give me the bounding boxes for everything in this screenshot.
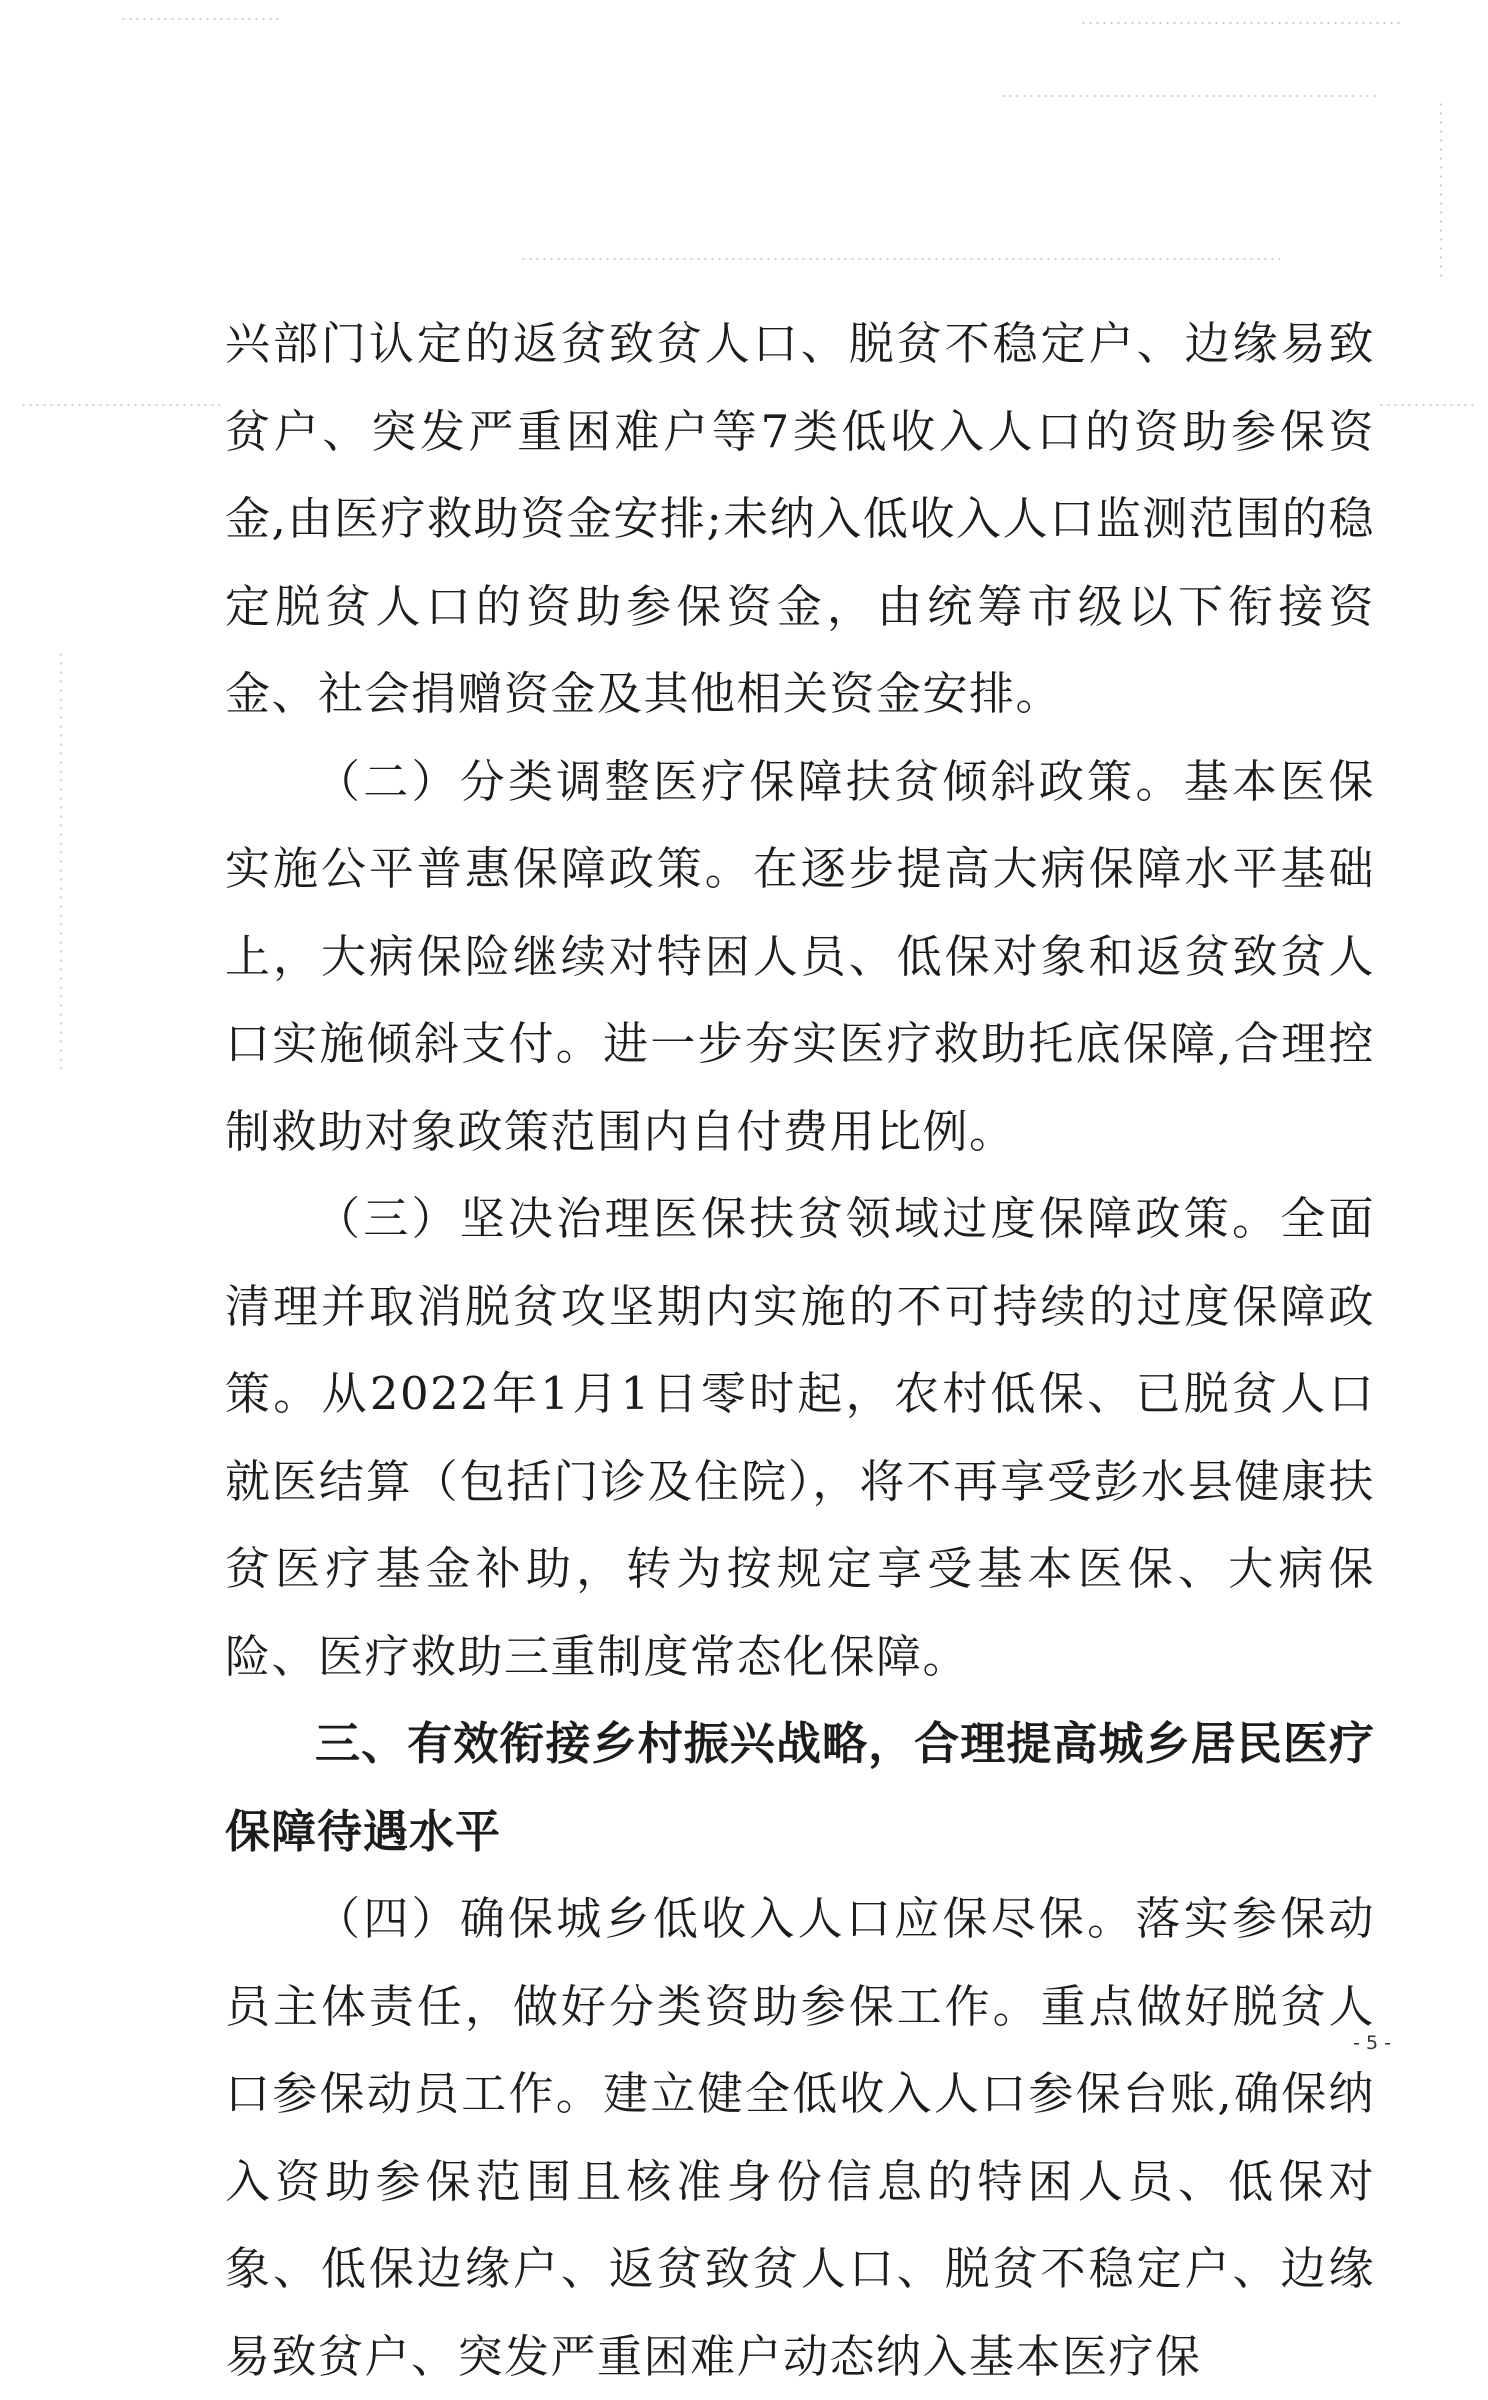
section-heading-3: 三、有效衔接乡村振兴战略，合理提高城乡居民医疗保障待遇水平: [225, 1717, 1375, 1858]
scan-noise: [1080, 22, 1400, 24]
paragraph-section-3: （三）坚决治理医保扶贫领域过度保障政策。全面清理并取消脱贫攻坚期内实施的不可持续的过度保障政策。从2022年1月1日零时起，农村低保、已脱贫人口就医结算（包括门诊及住院），将不再享受彭水县健康扶贫医疗基金补助，转为按规定享受基本医保、大病保险、医疗救助三重制度常态化保障。: [225, 1192, 1375, 1683]
scan-noise: [1440, 100, 1442, 280]
scan-noise: [60, 650, 62, 1070]
scan-noise: [520, 258, 1280, 260]
paragraph-section-4: （四）确保城乡低收入人口应保尽保。落实参保动员主体责任，做好分类资助参保工作。重点做好脱贫人口参保动员工作。建立健全低收入人口参保台账,确保纳入资助参保范围且核准身份信息的特困人员、低保对象、低保边缘户、返贫致贫人口、脱贫不稳定户、边缘易致贫户、突发严重困难户动态纳入基本医疗保: [225, 1892, 1375, 2383]
document-body: [225, 300, 1375, 2400]
paragraph-section-2: （二）分类调整医疗保障扶贫倾斜政策。基本医保实施公平普惠保障政策。在逐步提高大病保障水平基础上，大病保险继续对特困人员、低保对象和返贫致贫人口实施倾斜支付。进一步夯实医疗救助托底保障,合理控制救助对象政策范围内自付费用比例。: [225, 754, 1375, 1158]
scan-noise: [1000, 95, 1380, 97]
scan-noise: [20, 404, 220, 406]
page-number: - 5 -: [1353, 2032, 1391, 2054]
paragraph-continuation: 兴部门认定的返贫致贫人口、脱贫不稳定户、边缘易致贫户、突发严重困难户等7类低收入人口的资助参保资金,由医疗救助资金安排;未纳入低收入人口监测范围的稳定脱贫人口的资助参保资金，由统筹市级以下衔接资金、社会捐赠资金及其他相关资金安排。: [225, 317, 1375, 720]
scan-noise: [1378, 404, 1478, 406]
scan-noise: [120, 18, 280, 20]
